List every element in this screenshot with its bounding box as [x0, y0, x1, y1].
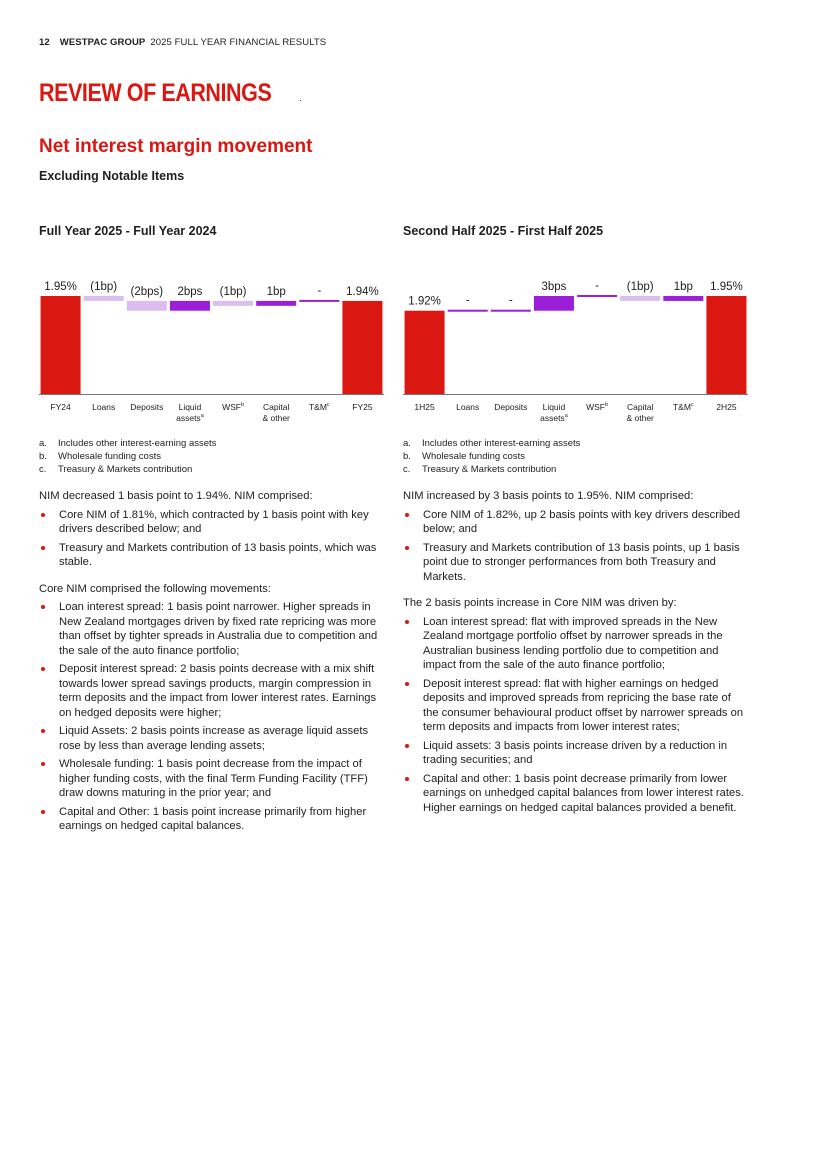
footnote: a. Includes other interest-earning assets	[403, 438, 581, 449]
bullets-left-1	[39, 508, 384, 570]
footnotes-left	[39, 437, 216, 476]
data-label: 1.94%	[346, 285, 379, 298]
section-title: REVIEW OF EARNINGS	[39, 79, 272, 107]
data-label: -	[317, 284, 322, 297]
bullet-item: Loan interest spread: flat with improved spreads in the New Zealand mortgage portfolio offset by narrower spreads in the Australian business lending portfolio due to competition and impact from the sale of the auto finance portfolio;	[403, 615, 748, 673]
waterfall-svg	[403, 262, 748, 432]
chart-title-left: Full Year 2025 - Full Year 2024	[39, 224, 217, 238]
bullet-item: Deposit interest spread: flat with higher earnings on hedged deposits and improved spreads from repricing the base rate of the consumer behavioural product offset by narrower spreads on term deposits and impacts from lower interest rates;	[403, 677, 748, 735]
stray-dot	[300, 100, 301, 101]
bar-t-m	[663, 296, 703, 301]
intro-left: NIM decreased 1 basis point to 1.94%. NIM comprised:	[39, 490, 313, 502]
chart-title-right: Second Half 2025 - First Half 2025	[403, 224, 604, 238]
bullet-item: Treasury and Markets contribution of 13 basis points, up 1 basis point due to stronger performances from both Treasury and Markets.	[403, 541, 748, 585]
bar-loans	[448, 310, 488, 312]
bullet-item: Liquid Assets: 2 basis points increase as average liquid assets rose by less than average lending assets;	[39, 724, 384, 753]
category-label: FY25	[352, 402, 373, 412]
bar-capital-other	[256, 301, 296, 306]
bar-loans	[84, 296, 124, 301]
report-name: 2025 FULL YEAR FINANCIAL RESULTS	[150, 37, 327, 48]
bullets-right-2	[403, 615, 748, 816]
footnote: c. Treasury & Markets contribution	[403, 464, 557, 475]
data-label: 1.95%	[44, 281, 77, 293]
category-label: Loans	[92, 402, 116, 412]
data-label: 1bp	[673, 281, 693, 293]
category-label: & other	[262, 413, 290, 423]
data-label: 2bps	[177, 285, 203, 298]
category-label: Deposits	[130, 402, 164, 412]
bar-1h25	[405, 311, 445, 394]
footnote: c. Treasury & Markets contribution	[39, 464, 193, 475]
category-label: assets$^a$	[540, 413, 568, 423]
bar-deposits	[127, 301, 167, 311]
bar-capital-other	[620, 296, 660, 301]
bullet-item: Capital and other: 1 basis point decrease primarily from lower earnings on unhedged capital balances from lower interest rates. Higher earnings on hedged capital balances provided a benefit.	[403, 772, 748, 816]
bullet-item: Treasury and Markets contribution of 13 basis points, which was stable.	[39, 541, 384, 570]
chart-right	[403, 262, 748, 432]
waterfall-svg	[39, 262, 384, 432]
bullets-right-1	[403, 508, 748, 585]
data-label: 1.95%	[710, 281, 743, 293]
bar-deposits	[491, 310, 531, 312]
category-label: WSF$^b$	[586, 402, 609, 412]
footnotes-right	[403, 437, 580, 476]
category-label: WSF$^b$	[222, 402, 245, 412]
category-label: Capital	[262, 402, 290, 412]
bar-t-m	[299, 300, 339, 302]
category-label: Capital	[626, 402, 654, 412]
bar-wsf	[577, 295, 617, 297]
page-number: 12	[39, 37, 50, 48]
data-label: -	[465, 294, 470, 307]
category-label: 1H25	[414, 402, 435, 412]
bullet-item: Loan interest spread: 1 basis point narrower. Higher spreads in New Zealand mortgages driven by fixed rate repricing was more than offset by tighter spreads in Australia due to competition and the sale of the auto finance portfolio;	[39, 600, 384, 658]
category-label: assets$^a$	[176, 413, 204, 423]
category-label: $T\&M^c$	[308, 402, 330, 412]
commentary-left	[39, 489, 384, 846]
bar-fy25	[342, 301, 382, 394]
category-label: Liquid	[542, 402, 566, 412]
category-label: Loans	[456, 402, 480, 412]
category-label: Deposits	[494, 402, 528, 412]
bullet-item: Core NIM of 1.81%, which contracted by 1 basis point with key drivers described below; and	[39, 508, 384, 537]
brand-name: WESTPAC GROUP	[59, 37, 146, 48]
page-subtitle: Excluding Notable Items	[39, 169, 185, 183]
category-label: & other	[626, 413, 654, 423]
data-label: -	[508, 294, 513, 307]
footnote: b. Wholesale funding costs	[403, 451, 525, 462]
category-label: FY24	[50, 402, 71, 412]
bullet-item: Deposit interest spread: 2 basis points decrease with a mix shift towards lower spread savings products, margin compression in term deposits and the impact from lower interest rates. Earnings on hedged deposits were higher;	[39, 662, 384, 720]
bar-liquid-assets	[534, 296, 574, 311]
category-label: $T\&M^c$	[672, 402, 694, 412]
bullet-item: Liquid assets: 3 basis points increase driven by a reduction in trading securities; and	[403, 739, 748, 768]
bullet-item: Wholesale funding: 1 basis point decrease from the impact of higher funding costs, with the final Term Funding Facility (TFF) draw downs maturing in the prior year; and	[39, 757, 384, 801]
data-label: 1.92%	[408, 295, 441, 308]
intro-right: NIM increased by 3 basis points to 1.95%. NIM comprised:	[403, 490, 694, 502]
bullets-left-2	[39, 600, 384, 834]
data-label: 3bps	[541, 281, 567, 293]
data-label: (1bp)	[219, 285, 247, 298]
data-label: (1bp)	[90, 281, 118, 293]
data-label: -	[595, 280, 599, 292]
page-title: Net interest margin movement	[39, 136, 313, 157]
category-label: 2H25	[716, 402, 737, 412]
intro2-left: Core NIM comprised the following movements:	[39, 582, 271, 595]
bullet-item: Core NIM of 1.82%, up 2 basis points with key drivers described below; and	[403, 508, 748, 537]
commentary-right	[403, 489, 748, 827]
chart-left	[39, 262, 384, 432]
bar-wsf	[213, 301, 253, 306]
data-label: 1bp	[266, 285, 286, 298]
bar-fy24	[41, 296, 81, 394]
footnote: a. Includes other interest-earning assets	[39, 438, 217, 449]
data-label: (2bps)	[130, 285, 164, 298]
footnote: b. Wholesale funding costs	[39, 451, 161, 462]
page-header	[39, 37, 326, 48]
bar-liquid-assets	[170, 301, 210, 311]
category-label: Liquid	[178, 402, 202, 412]
bar-2h25	[706, 296, 746, 394]
intro2-right: The 2 basis points increase in Core NIM was driven by:	[403, 597, 677, 609]
bullet-item: Capital and Other: 1 basis point increase primarily from higher earnings on hedged capital balances.	[39, 805, 384, 834]
data-label: (1bp)	[626, 281, 654, 293]
